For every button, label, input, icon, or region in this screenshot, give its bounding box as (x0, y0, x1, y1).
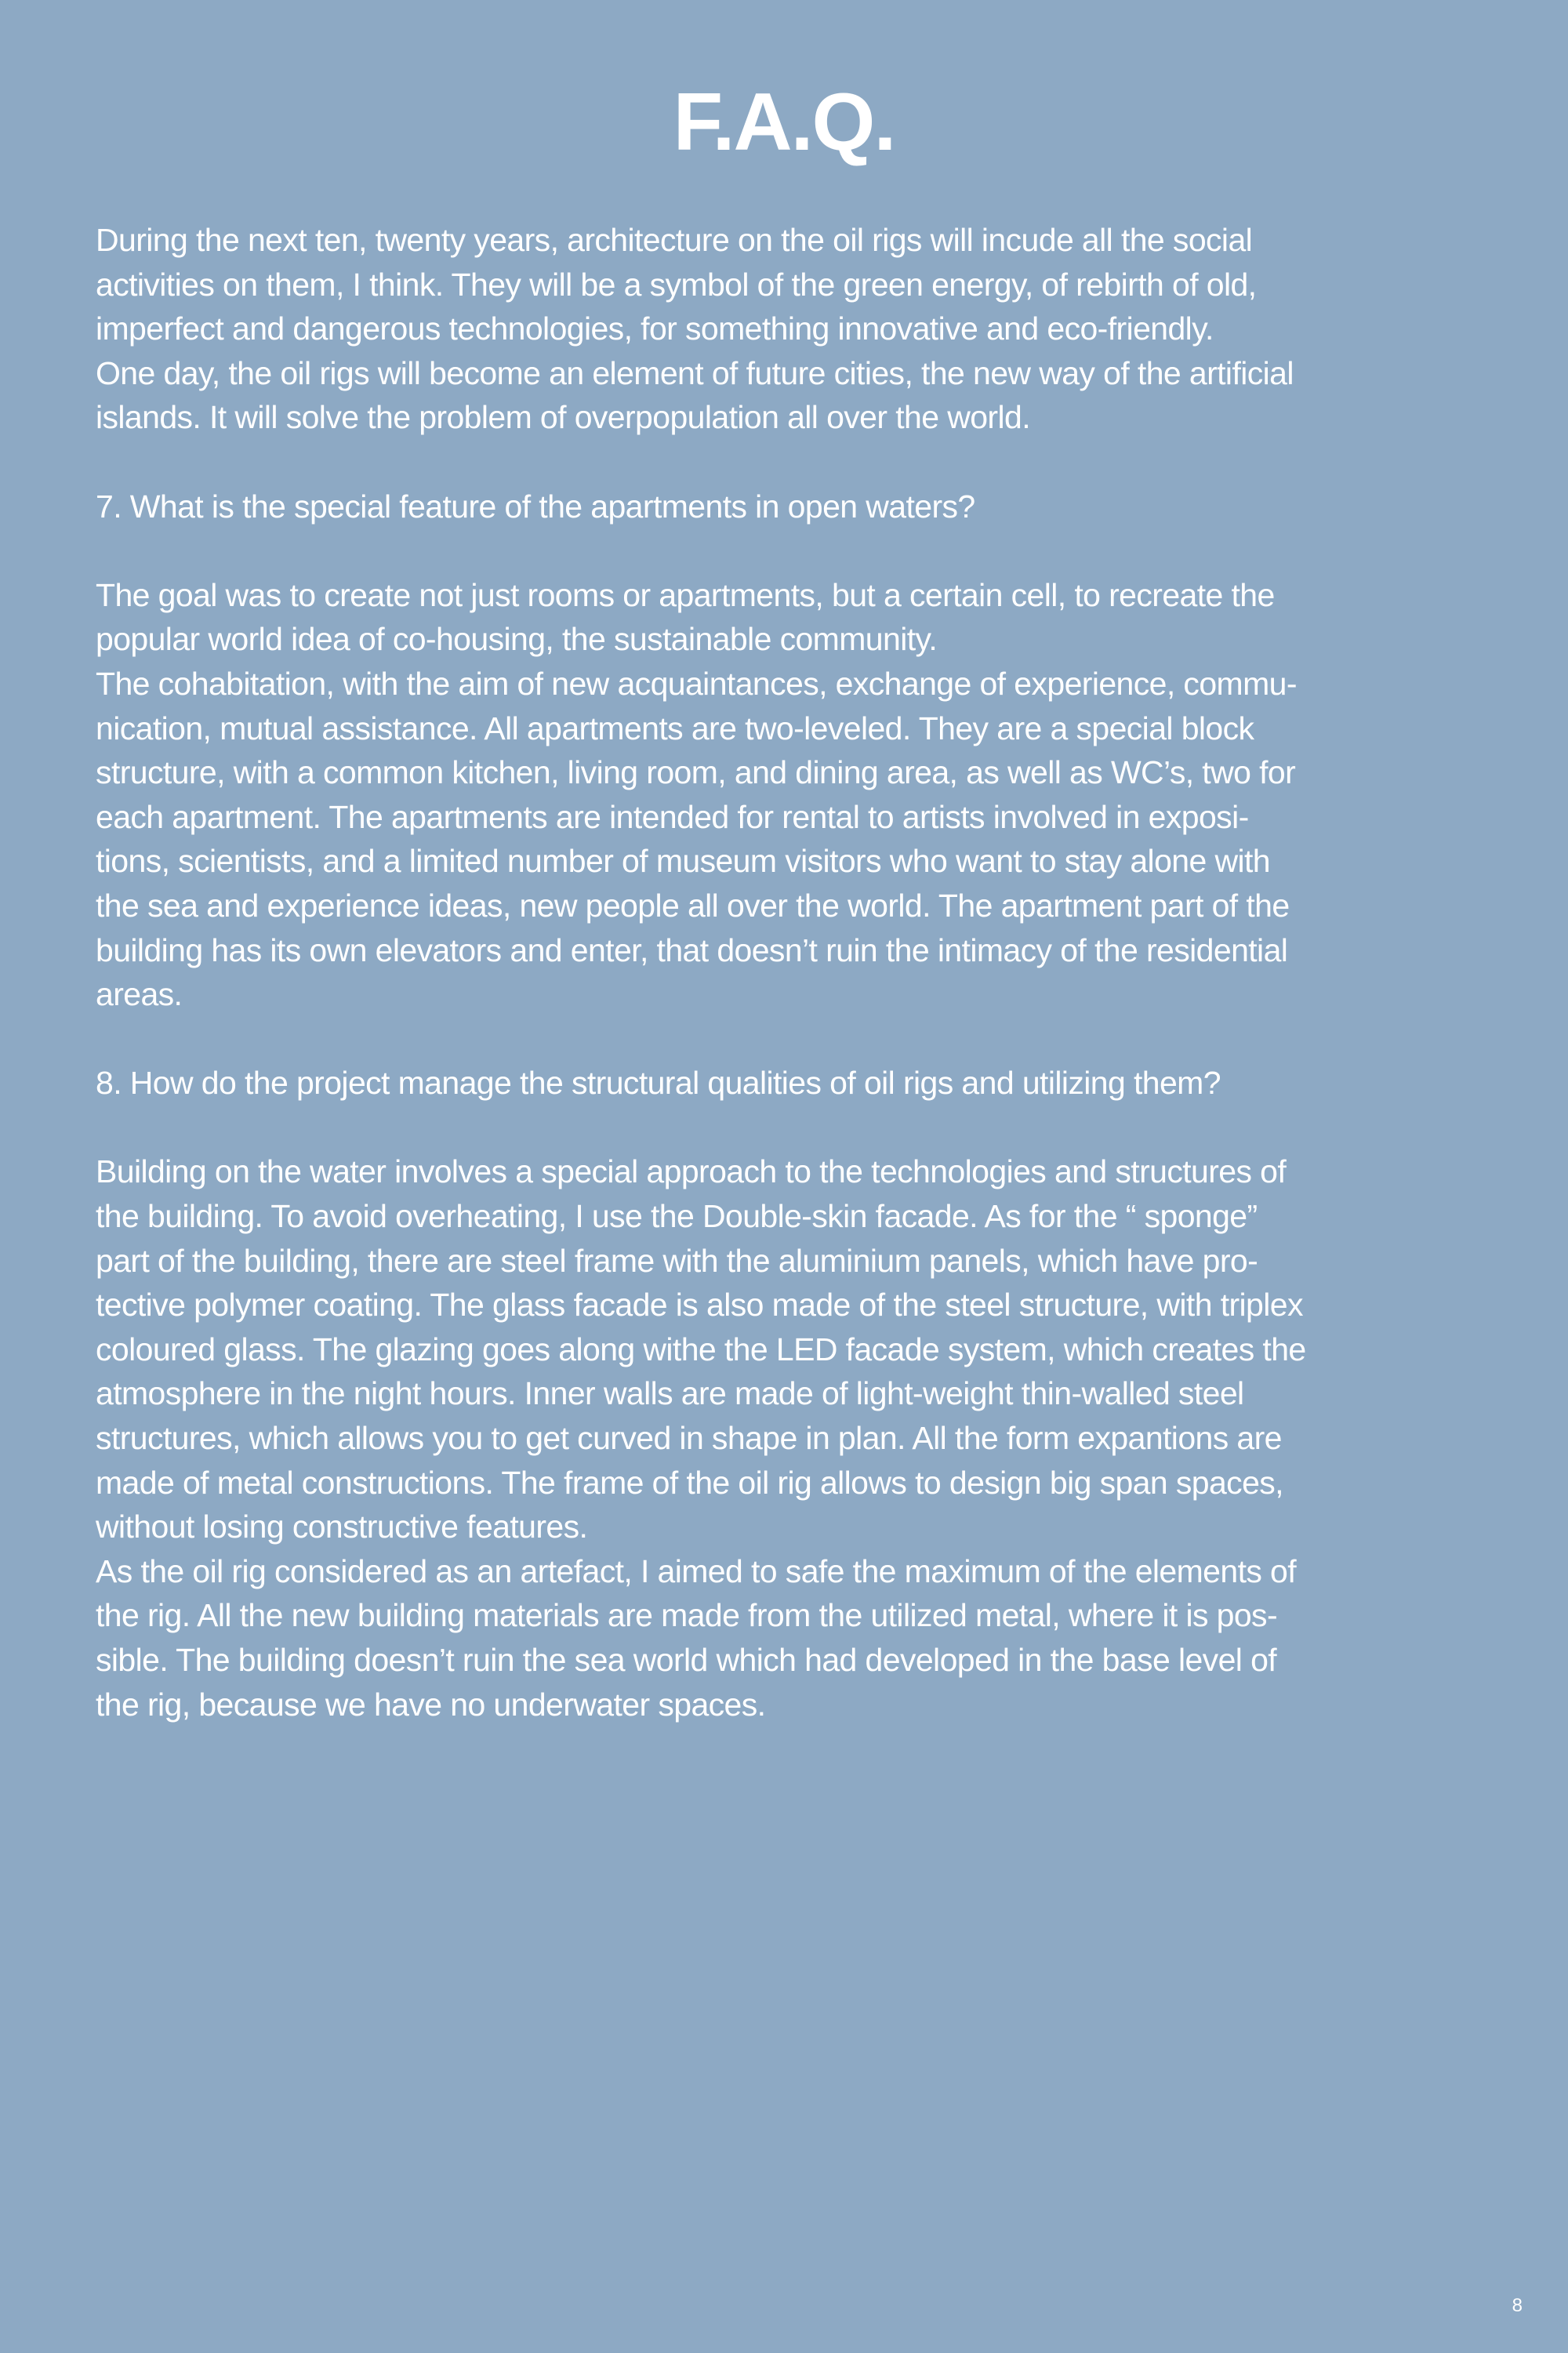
question-7: 7. What is the special feature of the apartments in open waters? (96, 488, 975, 525)
answer-8-paragraph-2: As the oil rig considered as an artefact, I aimed to safe the maximum of the elements of the rig. All the new building materials are made from the utilized metal, where it is pos- sible. The building doesn’t ruin the sea world which had developed in the base level of the rig, because we have no underwater spaces. (96, 1552, 1297, 1723)
question-8: 8. How do the project manage the structural qualities of oil rigs and utilizing them? (96, 1065, 1221, 1102)
page-title: F.A.Q. (673, 77, 895, 168)
answer-8-paragraph-1: Building on the water involves a special approach to the technologies and structures of the building. To avoid overheating, I use the Double-skin facade. As for the “ sponge” part of the building, there are steel frame with the aluminium panels, which have pro- tective polymer coating. The glass facade is also made of the steel structure, with triplex coloured glass. The glazing goes along withe the LED facade system, which creates the atmosphere in the night hours. Inner walls are made of light-weight thin-walled steel structures, which allows you to get curved in shape in plan. All the form expantions are made of metal constructions. The frame of the oil rig allows to design big span spaces, without losing constructive features. (96, 1153, 1306, 1545)
intro-paragraph: During the next ten, twenty years, architecture on the oil rigs will incude all the social activities on them, I think. They will be a symbol of the green energy, of rebirth of old, imperfect and dangerous technologies, for something innovative and eco-friendly. One day, the oil rigs will become an element of future cities, the new way of the artificial islands. It will solve the problem of overpopulation all over the world. (96, 222, 1294, 436)
paragraph-spacer (96, 528, 1507, 573)
page-number: 8 (1512, 2295, 1523, 2316)
answer-7-paragraph-2: The cohabitation, with the aim of new acquaintances, exchange of experience, commu- nication, mutual assistance. All apartments are two-leveled. They are a special block structure, with a common kitchen, living room, and dining area, as well as WC’s, two for each apartment. The apartments are intended for rental to artists involved in exposi- tions, scientists, and a limited number of museum visitors who want to stay alone with the sea and experience ideas, new people all over the world. The apartment part of the building has its own elevators and enter, that doesn’t ruin the intimacy of the residential areas. (96, 665, 1297, 1013)
paragraph-spacer (96, 1106, 1507, 1150)
paragraph-spacer (96, 1017, 1507, 1062)
answer-7-paragraph-1: The goal was to create not just rooms or apartments, but a certain cell, to recreate the popular world idea of co-housing, the sustainable community. (96, 576, 1275, 658)
paragraph-spacer (96, 440, 1507, 485)
faq-content (96, 218, 1507, 1727)
